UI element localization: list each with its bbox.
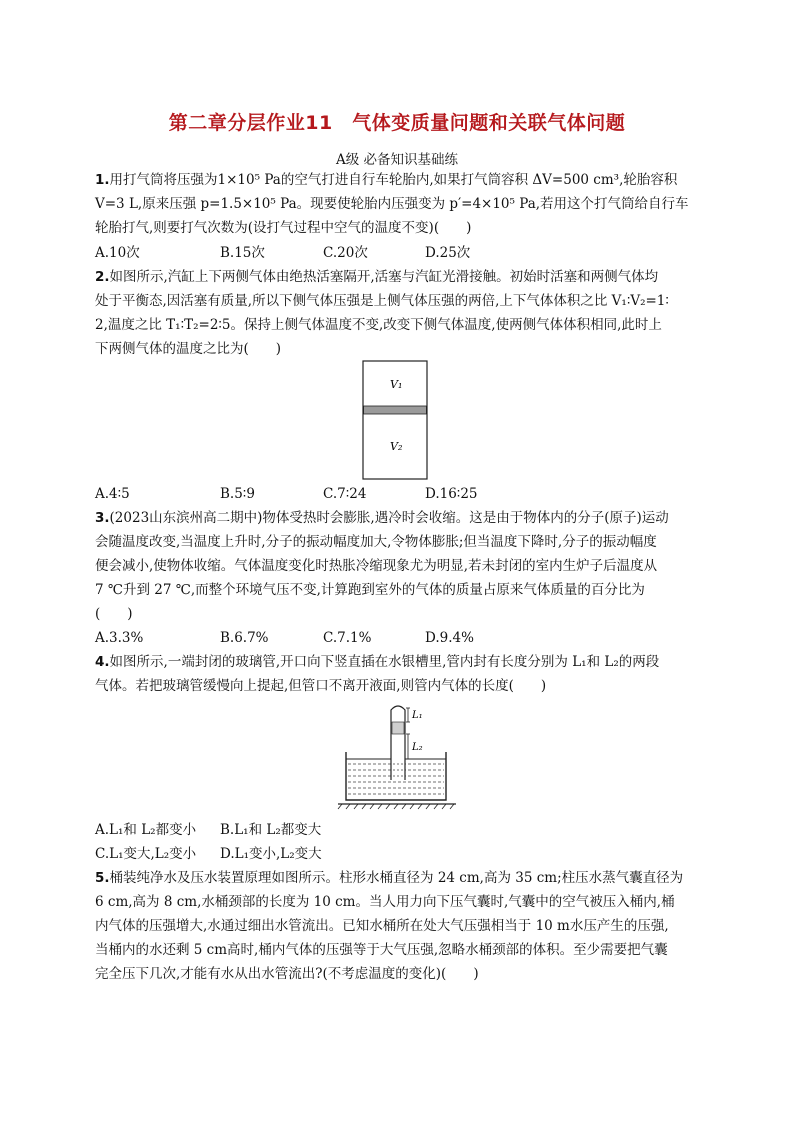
q1-option-b: B.15次 (220, 245, 265, 261)
label-l1: L₁ (412, 710, 423, 721)
q2-line-1 (95, 269, 658, 285)
q1-number: 1. (95, 172, 110, 188)
q5-line-3: 内气体的压强增大,水通过细出水管流出。已知水桶所在处大气压强相当于 10 m水压产生的压强, (95, 918, 669, 934)
q1-option-d: D.25次 (425, 245, 471, 261)
q1-line-1 (95, 172, 677, 188)
q3-line-4: 7 ℃升到 27 ℃,而整个环境气压不变,计算跑到室外的气体的质量占原来气体质量的百分比为 (95, 582, 645, 598)
q4-option-a: A.L₁和 L₂都变小 (95, 822, 197, 838)
mercury-column (392, 722, 404, 734)
tube-figure (336, 700, 460, 812)
q2-option-c: C.7∶24 (323, 486, 367, 502)
q2-line-2: 处于平衡态,因活塞有质量,所以下侧气体压强是上侧气体压强的两倍,上下气体体积之比 V₁∶V₂=1∶ (95, 293, 669, 309)
q2-text-1: 如图所示,汽缸上下两侧气体由绝热活塞隔开,活塞与汽缸光滑接触。初始时活塞和两侧气体均 (109, 269, 659, 285)
q1-option-a: A.10次 (95, 245, 140, 261)
q4-option-b: B.L₁和 L₂都变大 (220, 822, 322, 838)
q5-text-1: 桶装纯净水及压水装置原理如图所示。柱形水桶直径为 24 cm,高为 35 cm;柱压水蒸气囊直径为 (109, 870, 684, 886)
q2-number: 2. (95, 269, 110, 285)
q3-option-b: B.6.7% (220, 630, 269, 646)
q5-line-5: 完全压下几次,才能有水从出水管流出?(不考虑温度的变化)( ) (95, 966, 479, 982)
q5-line-1 (95, 870, 683, 886)
glass-tube (391, 706, 405, 780)
cylinder-figure (360, 360, 432, 482)
q3-line-1 (95, 510, 669, 526)
ground-hatch (338, 804, 454, 809)
q4-option-c: C.L₁变大,L₂变小 (95, 846, 197, 862)
q3-option-d: D.9.4% (425, 630, 474, 646)
section-heading: A级 必备知识基础练 (335, 152, 459, 168)
q1-line-2: V=3 L,原来压强 p=1.5×10⁵ Pa。现要使轮胎内压强变为 p′=4×10⁵ Pa,若用这个打气筒给自行车 (95, 196, 689, 212)
q4-line-1 (95, 654, 659, 670)
q3-line-3: 便会减小,使物体收缩。气体温度变化时热胀冷缩现象尤为明显,若未封闭的室内生炉子后温度从 (95, 558, 658, 574)
label-v1: V₁ (390, 378, 403, 391)
q3-line-5: ( ) (95, 606, 133, 622)
q2-line-4: 下两侧气体的温度之比为( ) (95, 341, 282, 357)
q1-line-3: 轮胎打气,则要打气次数为(设打气过程中空气的温度不变)( ) (95, 220, 472, 236)
q3-line-2: 会随温度改变,当温度上升时,分子的振动幅度加大,令物体膨胀;但当温度下降时,分子的振动幅度 (95, 534, 657, 550)
q4-line-2: 气体。若把玻璃管缓慢向上提起,但管口不离开液面,则管内气体的长度( ) (95, 678, 547, 694)
q3-option-c: C.7.1% (323, 630, 372, 646)
label-v2: V₂ (390, 440, 403, 453)
q2-line-3: 2,温度之比 T₁∶T₂=2∶5。保持上侧气体温度不变,改变下侧气体温度,使两侧气体体积相同,此时上 (95, 317, 662, 333)
q4-text-1: 如图所示,一端封闭的玻璃管,开口向下竖直插在水银槽里,管内封有长度分别为 L₁和 L₂的两段 (109, 654, 660, 670)
q2-option-a: A.4∶5 (95, 486, 130, 502)
q3-option-a: A.3.3% (95, 630, 144, 646)
q1-option-c: C.20次 (323, 245, 368, 261)
dimension-lines (406, 708, 410, 759)
q2-option-b: B.5∶9 (220, 486, 255, 502)
q3-text-1: (2023山东滨州高二期中)物体受热时会膨胀,遇冷时会收缩。这是由于物体内的分子(原子)运动 (109, 510, 669, 526)
q4-number: 4. (95, 654, 110, 670)
q3-number: 3. (95, 510, 110, 526)
q5-line-4: 当桶内的水还剩 5 cm高时,桶内气体的压强等于大气压强,忽略水桶颈部的体积。至少需要把气囊 (95, 942, 668, 958)
q4-option-d: D.L₁变小,L₂变大 (220, 846, 322, 862)
q2-option-d: D.16∶25 (425, 486, 478, 502)
q5-number: 5. (95, 870, 110, 886)
q1-text-1: 用打气筒将压强为1×10⁵ Pa的空气打进自行车轮胎内,如果打气筒容积 ΔV=500 cm³,轮胎容积 (109, 172, 678, 188)
piston (364, 406, 427, 414)
label-l2: L₂ (412, 742, 423, 753)
page-title: 第二章分层作业11 气体变质量问题和关联气体问题 (168, 112, 626, 134)
q5-line-2: 6 cm,高为 8 cm,水桶颈部的长度为 10 cm。当人用力向下压气囊时,气囊中的空气被压入桶内,桶 (95, 894, 675, 910)
